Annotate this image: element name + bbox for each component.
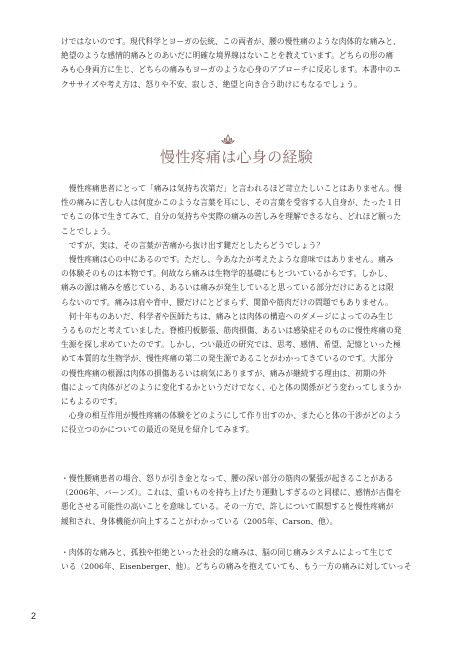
section-title: 慢性疼痛は心身の経験 [160,148,314,166]
bullet-item [61,472,402,529]
text-line: 何十年ものあいだ、科学者や医師たちは、痛みとは肉体の構造へのダメージによってのみ生じ [61,311,394,321]
text-line: みも心身両方に生じ、どちらの痛みもヨーガのような心身のアプローチに反応します。本書中のエ [61,65,401,75]
text-line: 緩和され、身体機能が向上することがわかっている（2005年、Carson、他）。 [61,516,338,526]
text-line: うるものだと考えていました。脊椎円板膨張、筋肉損傷、あるいは感染症そのものに慢性疼痛の発 [61,326,402,336]
text-line: 生源を探し求めていたのです。しかし、つい最近の研究では、思考、感情、希望、記憶といった極 [61,340,401,350]
bullet-item [61,546,412,574]
text-line: めて本質的な生物学が、慢性疼痛の第二の発生源であることがわかってきているのです。大部分 [61,354,394,364]
text-line: 心身の相互作用が慢性疼痛の体験をどのようにして作り出すのか、また心と体の干渉がどのよう [61,411,402,421]
text-line: に役立つのかについての最近の発見を紹介してみます。 [61,425,254,435]
text-line: の慢性疼痛の根源は肉体の損傷あるいは病気にありますが、痛みが継続する理由は、初期の外 [61,368,386,378]
lotus-icon [221,134,235,145]
text-line: の体験そのものは本物です。何故なら痛みは生物学的基礎にもとづいているからです。しかし、 [61,269,393,279]
text-line: らないのです。痛みは肩や背中、腰だけにとどまらず、関節や筋肉だけの問題でもありません。 [61,297,393,307]
page-number: 2 [31,611,37,621]
text-line: 慢性疼痛患者にとって「痛みは気持ち次第だ」と言われるほど苛立たしいことはありません。慢 [61,184,402,193]
text-line: にもよるのです。 [61,397,123,407]
text-line: ・肉体的な痛みと、孤独や拒絶といった社会的な痛みは、脳の同じ痛みシステムによって生じて [61,548,393,557]
text-line: 悪化させる可能性の高いことを意味している。その一方で、許しについて瞑想すると慢性疼痛が [61,502,394,512]
text-line: （2006年、バーンズ）。これは、重いものを持ち上げたり運動しすぎるのと同様に、感情が古傷を [61,488,402,498]
text-line: ですが、実は、その言葉が苦痛から抜け出す鍵だとしたらどうでしょう？ [61,240,325,250]
text-line: クササイズや考え方は、怒りや不安、寂しさ、絶望と向き合う助けにもなるでしょう。 [61,79,362,89]
intro-paragraph [61,35,399,92]
text-line: 性の痛みに苦しむ人は何度かこのような言葉を耳にし、その言葉を受容する人自身が、たった１日 [61,198,402,208]
text-line: 痛みの源は痛みを感じている、あるいは痛みが発生していると思っている部分だけにあるとは限 [61,283,394,293]
text-line: 傷によって肉体がどのように変化するかというだけでなく、心と体の関係がどう変わってしまうか [61,382,402,392]
text-line: ・慢性腰痛患者の場合、怒りが引き金となって、腰の深い部分の筋肉の緊張が起きることがある [61,474,394,483]
text-line: けではないのです。現代科学とヨーガの伝統、この両者が、腰の慢性痛のような肉体的な痛みと、 [61,37,401,46]
body-paragraphs [61,182,402,438]
text-line: 慢性疼痛は心の中にあるのです。ただし、今あなたが考えたような意味ではありません。痛み [61,255,394,265]
text-line: ことでしょう。 [61,226,116,236]
text-line: 絶望のような感情的痛みとのあいだに明確な境界線はないことを教えています。どちらの形の痛 [61,51,394,61]
text-line: いる（2006年、Eisenberger、他）。どちらの痛みを抱えていても、もう一方の痛みに対していっそ [61,562,412,572]
text-line: でもこの体で生きてみて、自分の気持ちや実際の痛みの苦しみを理解できるなら、どれほど願った [61,212,402,222]
